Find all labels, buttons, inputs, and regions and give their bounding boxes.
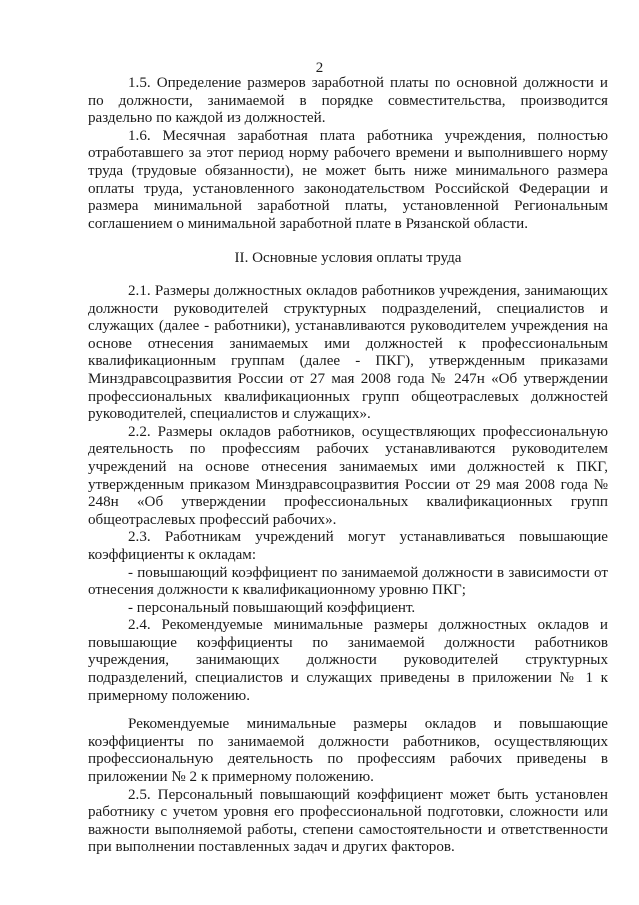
paragraph-1-5: 1.5. Определение размеров заработной платы по основной должности и по должности, занимаемой в порядке совместительства, производится раздельно по каждой из должностей. — [88, 75, 608, 127]
paragraph-2-4: 2.4. Рекомендуемые минимальные размеры должностных окладов и повышающие коэффициенты по занимаемой должности работников учреждения, занимающих должности руководителей структурных подразделений, специалистов и служащих приведены в приложении № 1 к примерному положению. — [88, 617, 608, 704]
paragraph-2-2: 2.2. Размеры окладов работников, осуществляющих профессиональную деятельность по профессиям рабочих устанавливаются руководителем учреждений на основе отнесения занимаемых ими должностей к ПКГ, утвержденным приказом Минздравсоцразвития России от 29 мая 2008 года № 248н «Об утверждении профессиональных квалификационных групп общеотраслевых профессий рабочих». — [88, 423, 608, 528]
paragraph-1-6: 1.6. Месячная заработная плата работника учреждения, полностью отработавшего за этот период норму рабочего времени и выполнившего норму труда (трудовые обязанности), не может быть ниже минимального размера оплаты труда, установленного законодательством Российской Федерации и размера минимальной заработной платы, установленной Региональным соглашением о минимальной заработной плате в Рязанской области. — [88, 127, 608, 232]
paragraph-spacer — [88, 705, 608, 716]
paragraph-2-3: 2.3. Работникам учреждений могут устанавливаться повышающие коэффициенты к окладам: — [88, 529, 608, 563]
list-item-personal-coefficient: - персональный повышающий коэффициент. — [128, 599, 416, 616]
section-heading: II. Основные условия оплаты труда — [234, 250, 462, 266]
list-item-position-coefficient: - повышающий коэффициент по занимаемой должности в зависимости от отнесения должности к квалификационному уровню ПКГ; — [88, 564, 608, 599]
paragraph-2-4-workers: Рекомендуемые минимальные размеры окладов и повышающие коэффициенты по занимаемой должности работников, осуществляющих профессиональную деятельность по профессиям рабочих приведены в приложении № 2 к примерному положению. — [88, 716, 608, 786]
paragraph-2-5: 2.5. Персональный повышающий коэффициент может быть установлен работнику с учетом уровня его профессиональной подготовки, сложности или важности выполняемой работы, степени самостоятельности и ответственности при выполнении поставленных задач и других факторов. — [88, 786, 608, 856]
section-1-text — [88, 75, 608, 233]
paragraph-2-1: 2.1. Размеры должностных окладов работников учреждения, занимающих должности руководителей структурных подразделений, специалистов и служащих (далее - работники), устанавливаются руководителем учреждения на основе отнесения занимаемых ими должностей к профессиональным квалификационным группам (далее - ПКГ), утвержденным приказами Минздравсоцразвития России от 27 мая 2008 года № 247н «Об утверждении профессиональных квалификационных групп общеотраслевых должностей руководителей, специалистов и служащих». — [88, 283, 608, 423]
section-2-text — [88, 283, 608, 857]
page-number: 2 — [315, 60, 324, 76]
